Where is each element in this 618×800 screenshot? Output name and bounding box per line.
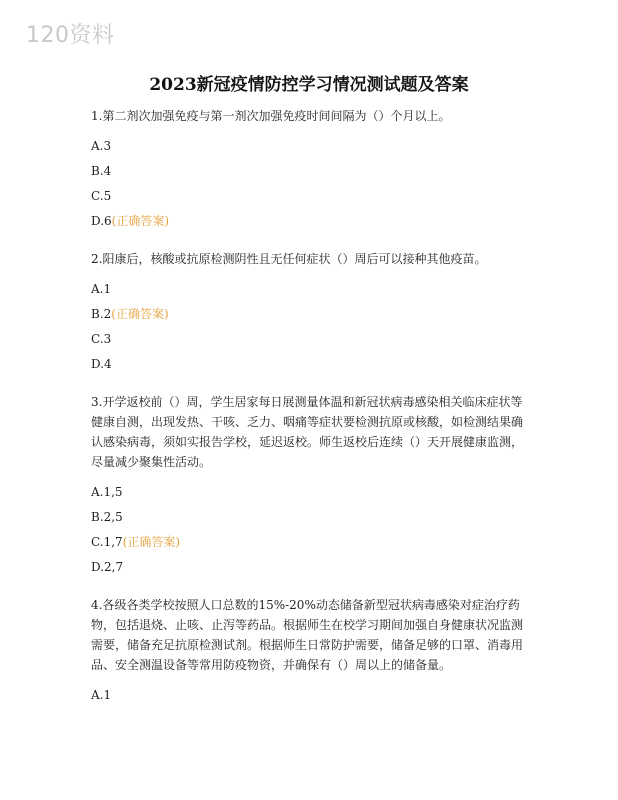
option-label: B.2,5 xyxy=(91,510,123,524)
option-label: D.2,7 xyxy=(91,560,124,574)
question-list xyxy=(91,106,531,723)
option-label: C.3 xyxy=(91,332,112,346)
option-label: A.3 xyxy=(91,139,112,153)
option-label: A.1 xyxy=(91,688,112,702)
answer-option xyxy=(91,211,531,231)
question-1 xyxy=(91,106,531,231)
question-3 xyxy=(91,392,531,577)
option-label: D.4 xyxy=(91,357,112,371)
question-text: 1.第二剂次加强免疫与第一剂次加强免疫时间间隔为（）个月以上。 xyxy=(91,109,451,123)
answer-option xyxy=(91,507,531,527)
question-text: 2.阳康后，核酸或抗原检测阴性且无任何症状（）周后可以接种其他疫苗。 xyxy=(91,252,487,266)
answer-option xyxy=(91,186,531,206)
answer-option xyxy=(91,354,531,374)
option-label: A.1,5 xyxy=(91,485,123,499)
option-label: B.4 xyxy=(91,164,112,178)
option-label: D.6 xyxy=(91,214,112,228)
option-label: B.2 xyxy=(91,307,112,321)
page-title: 2023新冠疫情防控学习情况测试题及答案 xyxy=(149,75,469,95)
answer-option xyxy=(91,136,531,156)
correct-answer-mark: (正确答案) xyxy=(111,214,170,228)
answer-option xyxy=(91,279,531,299)
answer-option xyxy=(91,304,531,324)
option-label: C.1,7 xyxy=(91,535,123,549)
question-text: 4.各级各类学校按照人口总数的15%-20%动态储备新型冠状病毒感染对症治疗药物，包括退烧、止咳、止泻等药品。根据师生在校学习期间加强自身健康状况监测需要，储备充足抗原检测试剂。根据师生日常防护需要，储备足够的口罩、消毒用品、安全测温设备等常用防疫物资，并确保有（）周以上的储备量。 xyxy=(91,598,524,672)
question-text: 3.开学返校前（）周，学生居家每日展测量体温和新冠状病毒感染相关临床症状等健康自测，出现发热、干咳、乏力、咽痛等症状要检测抗原或核酸，如检测结果确认感染病毒，须如实报告学校，延迟返校。师生返校后连续（）天开展健康监测，尽量减少聚集性活动。 xyxy=(91,395,524,469)
answer-option xyxy=(91,557,531,577)
option-label: C.5 xyxy=(91,189,112,203)
option-label: A.1 xyxy=(91,282,112,296)
answer-option xyxy=(91,685,531,705)
question-2 xyxy=(91,249,531,374)
question-4 xyxy=(91,595,531,705)
correct-answer-mark: (正确答案) xyxy=(111,307,169,321)
answer-option xyxy=(91,161,531,181)
watermark-logo: 120资料 xyxy=(26,23,115,48)
answer-option xyxy=(91,532,531,552)
answer-option xyxy=(91,329,531,349)
answer-option xyxy=(91,482,531,502)
correct-answer-mark: (正确答案) xyxy=(122,535,181,549)
